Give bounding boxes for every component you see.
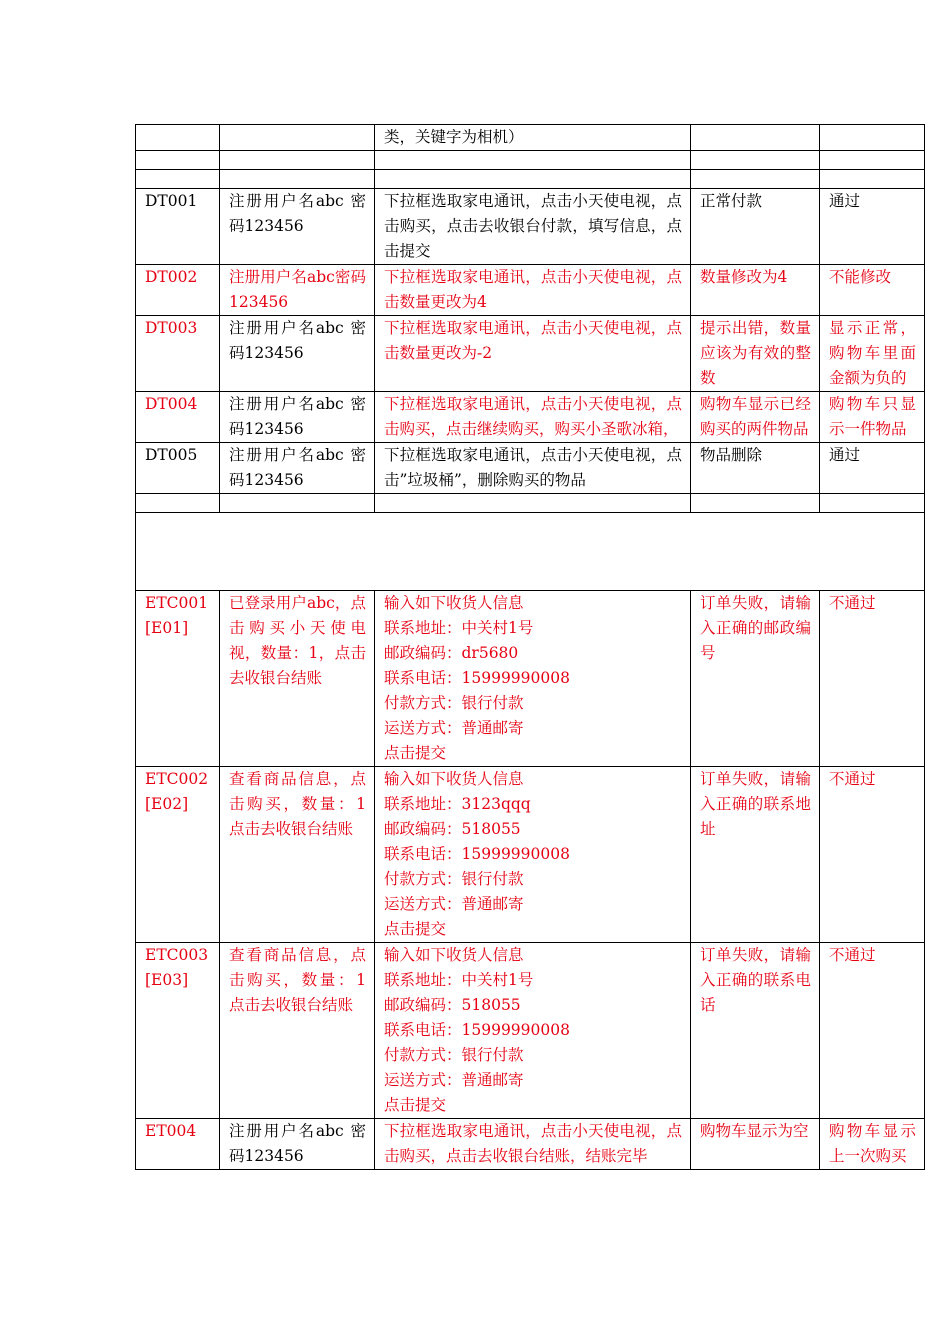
table-cell [136,494,220,513]
table-row [136,1119,925,1170]
step-line: 输入如下收货人信息 [384,770,524,788]
expected-cell: 提示出错，数量应该为有效的整数 [691,316,820,392]
table-cell [820,494,925,513]
test-id-cell: ET004 [136,1119,220,1170]
test-id-cell: DT004 [136,392,220,443]
step-line: 邮政编码：518055 [384,996,521,1014]
result-cell: 通过 [820,189,925,265]
step-line: 联系地址：3123qqq [384,795,531,813]
table-cell [375,170,691,189]
steps-cell [375,943,691,1119]
table-row [136,591,925,767]
test-id-cell: DT003 [136,316,220,392]
table-cell [820,151,925,170]
step-line: 运送方式：普通邮寄 [384,895,524,913]
precondition-cell: 注册用户名abc 密码123456 [220,1119,375,1170]
test-case-table [135,124,925,1170]
step-line: 输入如下收货人信息 [384,946,524,964]
steps-cell: 下拉框选取家电通讯，点击小天使电视，点击购买，点击去收银台结账，结账完毕 [375,1119,691,1170]
result-cell: 购物车只显示一件物品 [820,392,925,443]
precondition-cell: 注册用户名abc密码123456 [220,265,375,316]
result-cell: 通过 [820,443,925,494]
table-cell [136,151,220,170]
precondition-cell: 注册用户名abc 密码123456 [220,189,375,265]
result-cell: 不能修改 [820,265,925,316]
expected-cell: 购物车显示已经购买的两件物品 [691,392,820,443]
table-cell [691,151,820,170]
precondition-cell: 查看商品信息，点击购买，数量：1 点击去收银台结账 [220,943,375,1119]
table-cell [375,494,691,513]
table-row [136,265,925,316]
step-line: 联系地址：中关村1号 [384,971,534,989]
step-line: 邮政编码：518055 [384,820,521,838]
test-id-cell: DT005 [136,443,220,494]
precondition-cell: 查看商品信息，点击购买，数量：1 点击去收银台结账 [220,767,375,943]
table-cell [375,151,691,170]
precondition-cell: 已登录用户abc，点击购买小天使电视，数量：1，点击去收银台结账 [220,591,375,767]
result-cell: 购物车显示上一次购买 [820,1119,925,1170]
result-cell: 显示正常，购物车里面金额为负的 [820,316,925,392]
result-cell: 不通过 [820,591,925,767]
step-line: 联系电话：15999990008 [384,845,570,863]
table-cell [820,125,925,151]
test-id-cell: ETC001 [E01] [136,591,220,767]
table-cell [136,125,220,151]
step-line: 付款方式：银行付款 [384,1046,524,1064]
steps-cell: 下拉框选取家电通讯，点击小天使电视，点击购买，点击去收银台付款，填写信息，点击提交 [375,189,691,265]
table-row [136,170,925,189]
result-cell: 不通过 [820,943,925,1119]
table-cell [820,170,925,189]
section-gap-cell [136,513,925,591]
step-line: 付款方式：银行付款 [384,870,524,888]
test-id-cell: DT001 [136,189,220,265]
result-cell: 不通过 [820,767,925,943]
table-row [136,316,925,392]
test-id-cell: ETC002 [E02] [136,767,220,943]
table-row [136,513,925,591]
expected-cell: 正常付款 [691,189,820,265]
step-line: 点击提交 [384,744,447,762]
table-cell [220,151,375,170]
table-cell [220,494,375,513]
table-cell [691,125,820,151]
table-row [136,443,925,494]
step-line: 联系电话：15999990008 [384,1021,570,1039]
expected-cell: 订单失败，请输入正确的联系电话 [691,943,820,1119]
table-row [136,151,925,170]
step-line: 点击提交 [384,1096,447,1114]
table-cell [691,494,820,513]
test-id-cell: ETC003 [E03] [136,943,220,1119]
steps-cell: 下拉框选取家电通讯，点击小天使电视，点击数量更改为4 [375,265,691,316]
table-cell [136,170,220,189]
step-line: 输入如下收货人信息 [384,594,524,612]
table-cell [220,125,375,151]
step-line: 运送方式：普通邮寄 [384,719,524,737]
expected-cell: 数量修改为4 [691,265,820,316]
step-line: 付款方式：银行付款 [384,694,524,712]
step-line: 联系地址：中关村1号 [384,619,534,637]
expected-cell: 物品删除 [691,443,820,494]
table-cell [691,170,820,189]
step-line: 联系电话：15999990008 [384,669,570,687]
steps-cell [375,591,691,767]
precondition-cell: 注册用户名abc 密码123456 [220,392,375,443]
table-row [136,125,925,151]
table-row [136,189,925,265]
precondition-cell: 注册用户名abc 密码123456 [220,443,375,494]
step-line: 点击提交 [384,920,447,938]
table-cell [220,170,375,189]
test-id-cell: DT002 [136,265,220,316]
expected-cell: 订单失败，请输入正确的邮政编号 [691,591,820,767]
precondition-cell: 注册用户名abc 密码123456 [220,316,375,392]
steps-cell: 下拉框选取家电通讯，点击小天使电视，点击数量更改为-2 [375,316,691,392]
expected-cell: 订单失败，请输入正确的联系地址 [691,767,820,943]
table-cell: 类，关键字为相机） [375,125,691,151]
expected-cell: 购物车显示为空 [691,1119,820,1170]
steps-cell: 下拉框选取家电通讯，点击小天使电视，点击”垃圾桶”，删除购买的物品 [375,443,691,494]
table-row [136,767,925,943]
table-row [136,392,925,443]
steps-cell [375,767,691,943]
step-line: 邮政编码：dr5680 [384,644,519,662]
step-line: 运送方式：普通邮寄 [384,1071,524,1089]
table-row [136,494,925,513]
table-row [136,943,925,1119]
steps-cell: 下拉框选取家电通讯，点击小天使电视，点击购买，点击继续购买，购买小圣歌冰箱， [375,392,691,443]
